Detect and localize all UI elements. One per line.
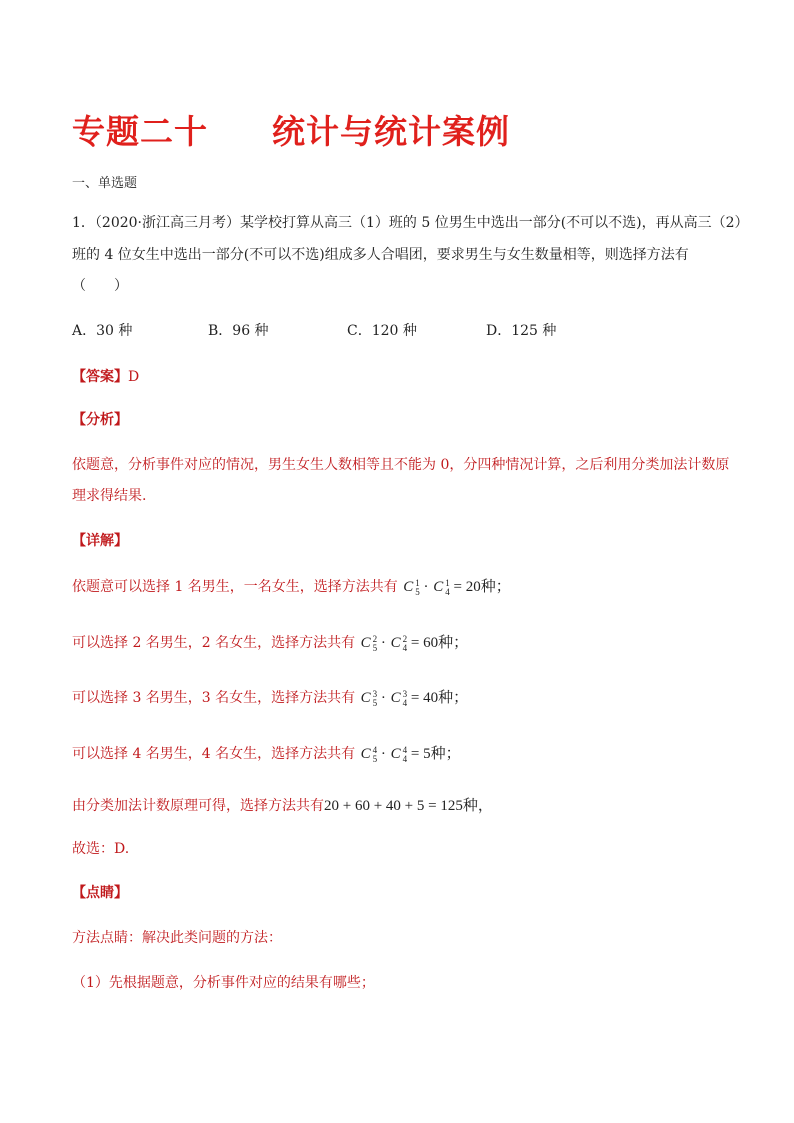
combination-expression <box>402 579 511 595</box>
detail-line-2 <box>72 634 468 653</box>
result-text: = 5种； <box>410 746 461 762</box>
detail-line-1-text: 依题意可以选择 1 名男生，一名女生，选择方法共有 <box>72 579 398 595</box>
option-b: B．96 种 <box>208 323 269 339</box>
comment-line-2: （1）先根据题意，分析事件对应的结果有哪些； <box>72 975 375 991</box>
answer-value: D <box>128 369 140 385</box>
dot-operator: · <box>380 690 386 706</box>
comb-symbol: C <box>360 690 371 706</box>
sum-expression: 20 + 60 + 40 + 5 = 125种， <box>324 798 493 814</box>
section-heading: 一、单选题 <box>72 176 138 191</box>
result-text: = 60种； <box>410 635 469 651</box>
index-bottom: 4 <box>402 753 408 764</box>
index-pair <box>373 746 378 764</box>
analysis-tag: 【分析】 <box>72 412 128 428</box>
question-line-2: 班的 4 位女生中选出一部分(不可以不选)组成多人合唱团，要求男生与女生数量相等，则选择方法有 <box>72 247 689 263</box>
dot-operator: · <box>423 579 429 595</box>
index-pair <box>415 579 420 597</box>
index-bottom: 5 <box>372 642 378 653</box>
comb-symbol: C <box>390 690 401 706</box>
option-d: D．125 种 <box>486 323 557 339</box>
detail-sum-line <box>72 797 493 815</box>
combination-expression <box>360 635 469 651</box>
title-part-1: 专题二十 <box>72 112 208 151</box>
analysis-line-2: 理求得结果. <box>72 488 147 504</box>
index-pair <box>373 635 378 653</box>
comb-symbol: C <box>360 746 371 762</box>
question-line-1: 1．（2020·浙江高三月考）某学校打算从高三（1）班的 5 位男生中选出一部分(不可以不选)，再从高三（2） <box>72 215 749 231</box>
analysis-line-1: 依题意，分析事件对应的情况，男生女生人数相等且不能为 0，分四种情况计算，之后利用分类加法计数原 <box>72 457 730 473</box>
index-top: 2 <box>402 633 408 644</box>
index-pair <box>445 579 450 597</box>
detail-line-4 <box>72 745 461 764</box>
sum-text: 由分类加法计数原理可得，选择方法共有 <box>72 798 324 814</box>
dot-operator: · <box>380 635 386 651</box>
index-top: 3 <box>372 688 378 699</box>
choice-line: 故选：D. <box>72 841 130 857</box>
index-top: 1 <box>445 577 450 588</box>
combination-expression <box>360 690 469 706</box>
detail-line-1 <box>72 578 511 597</box>
title-part-2: 统计与统计案例 <box>272 112 510 151</box>
detail-line-2-text: 可以选择 2 名男生，2 名女生，选择方法共有 <box>72 635 356 651</box>
index-top: 1 <box>415 577 420 588</box>
comment-line-1: 方法点睛：解决此类问题的方法： <box>72 930 282 946</box>
index-top: 4 <box>372 744 378 755</box>
question-line-3: （ ） <box>72 278 128 294</box>
comment-tag: 【点睛】 <box>72 885 128 901</box>
result-text: = 20种； <box>453 579 511 595</box>
comb-symbol: C <box>360 635 371 651</box>
index-pair <box>373 690 378 708</box>
index-bottom: 4 <box>445 586 450 597</box>
comb-symbol: C <box>433 579 444 595</box>
index-bottom: 5 <box>372 697 378 708</box>
index-top: 4 <box>402 744 408 755</box>
answer-tag: 【答案】 <box>72 369 128 385</box>
index-bottom: 4 <box>402 697 408 708</box>
index-pair <box>403 746 408 764</box>
index-bottom: 4 <box>402 642 408 653</box>
comb-symbol: C <box>403 579 414 595</box>
detail-tag: 【详解】 <box>72 533 128 549</box>
index-pair <box>403 690 408 708</box>
index-top: 3 <box>402 688 408 699</box>
detail-line-3-text: 可以选择 3 名男生，3 名女生，选择方法共有 <box>72 690 356 706</box>
option-c: C．120 种 <box>347 323 417 339</box>
index-top: 2 <box>372 633 378 644</box>
comb-symbol: C <box>390 635 401 651</box>
index-bottom: 5 <box>415 586 420 597</box>
dot-operator: · <box>380 746 386 762</box>
result-text: = 40种； <box>410 690 469 706</box>
comb-symbol: C <box>390 746 401 762</box>
combination-expression <box>360 746 461 762</box>
index-bottom: 5 <box>372 753 378 764</box>
index-pair <box>403 635 408 653</box>
option-a: A．30 种 <box>72 323 133 339</box>
detail-line-3 <box>72 689 468 708</box>
answer-line <box>72 368 139 386</box>
page-title <box>72 106 510 153</box>
detail-line-4-text: 可以选择 4 名男生，4 名女生，选择方法共有 <box>72 746 356 762</box>
